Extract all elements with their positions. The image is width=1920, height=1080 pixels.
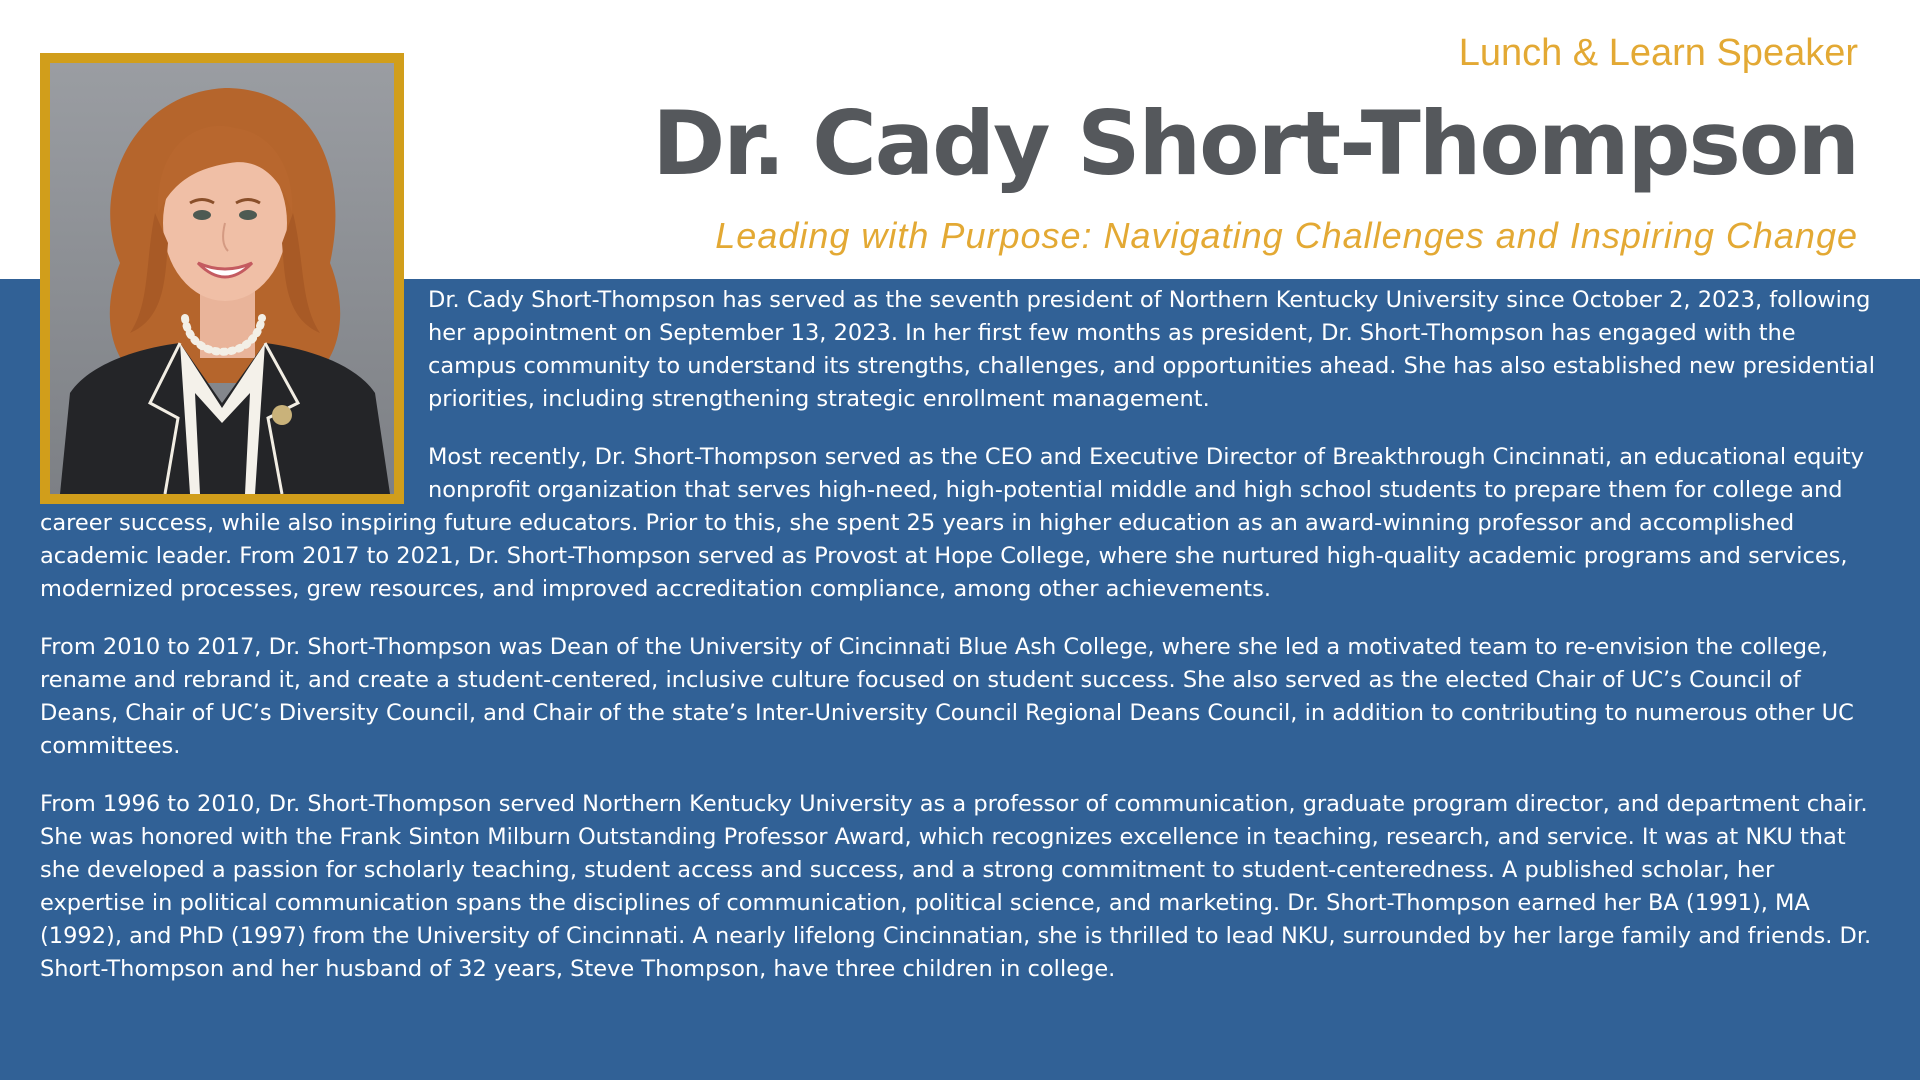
bio-paragraph: Dr. Cady Short-Thompson has served as the seventh president of Northern Kentucky University since October 2, 2023, following her appointment on September 13, 2023. In her first few months as president, Dr. Short-Thompson has engaged with the campus community to understand its strengths, challenges, and opportunities ahead. She has also established new presidential priorities, including strengthening strategic enrollment management. — [428, 287, 1875, 412]
talk-title: Leading with Purpose: Navigating Challenges and Inspiring Change — [715, 215, 1858, 256]
portrait-illustration — [50, 63, 394, 494]
bio-paragraph: From 1996 to 2010, Dr. Short-Thompson served Northern Kentucky University as a professor of communication, graduate program director, and department chair. She was honored with the Frank Sinton Milburn Outstanding Professor Award, which recognizes excellence in teaching, research, and service. It was at NKU that she developed a passion for scholarly teaching, student access and success, and a strong commitment to student-centeredness. A published scholar, her expertise in political communication spans the disciplines of communication, political science, and marketing. Dr. Short-Thompson earned her BA (1991), MA (1992), and PhD (1997) from the University of Cincinnati. A nearly lifelong Cincinnatian, she is thrilled to lead NKU, surrounded by her large family and friends. Dr. Short-Thompson and her husband of 32 years, Steve Thompson, have three children in college. — [40, 791, 1872, 982]
event-label: Lunch & Learn Speaker — [1458, 32, 1858, 74]
speaker-name: Dr. Cady Short-Thompson — [652, 92, 1858, 195]
speaker-portrait — [40, 53, 404, 504]
bio-paragraph: From 2010 to 2017, Dr. Short-Thompson was Dean of the University of Cincinnati Blue Ash College, where she led a motivated team to re-envision the college, rename and rebrand it, and create a student-centered, inclusive culture focused on student success. She also served as the elected Chair of UC’s Council of Deans, Chair of UC’s Diversity Council, and Chair of the state’s Inter-University Council Regional Deans Council, in addition to contributing to numerous other UC committees. — [40, 634, 1854, 759]
bio-paragraph: Most recently, Dr. Short-Thompson served as the CEO and Executive Director of Breakthrough Cincinnati, an educational equity nonprofit organization that serves high-need, high-potential middle and high school students to prepare them for college and career success, while also inspiring future educators. Prior to this, she spent 25 years in higher education as an award-winning professor and accomplished academic leader. From 2017 to 2021, Dr. Short-Thompson served as Provost at Hope College, where she nurtured high-quality academic programs and services, modernized processes, grew resources, and improved accreditation compliance, among other achievements. — [40, 444, 1865, 602]
